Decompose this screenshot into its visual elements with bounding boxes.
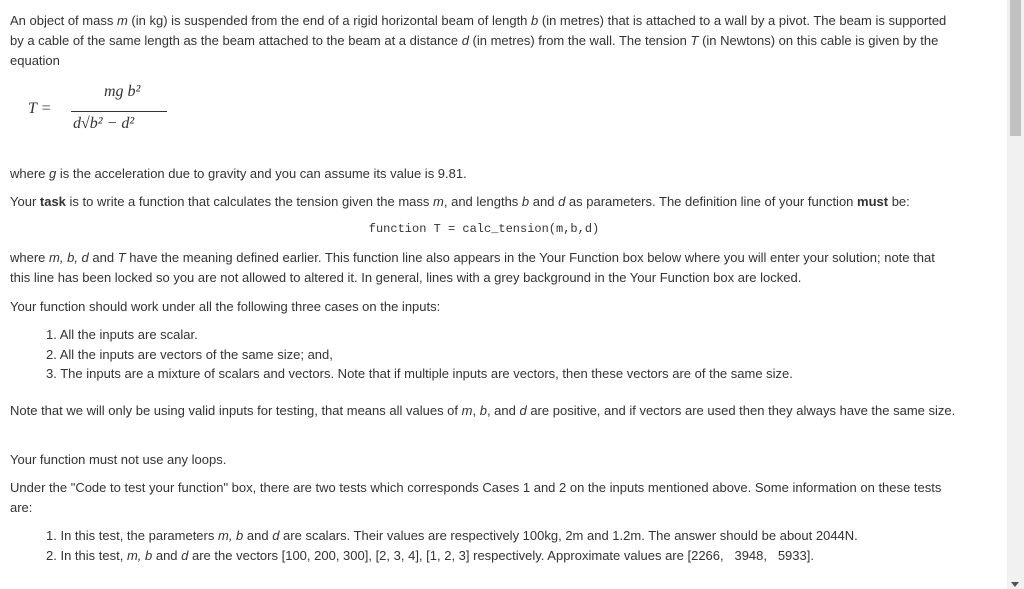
tests-intro-paragraph: Under the "Code to test your function" box, there are two tests which corresponds Cases 1 and 2 on the inputs mentioned above. Some information on these tests are: (10, 480, 942, 515)
var-g: g (49, 166, 57, 181)
task-text-4: and (529, 194, 559, 209)
list-item: 2. All the inputs are vectors of the same size; and, (46, 346, 333, 362)
equation-lhs: T = (28, 100, 52, 117)
list-item (46, 546, 994, 566)
test1-text-1: 1. In this test, the parameters (46, 528, 218, 543)
test1-text-3: are scalars. Their values are respectively 100kg, 2m and 1.2m. The answer should be about 2044N. (279, 528, 858, 543)
intro-text-4: (in metres) from the wall. The tension (468, 33, 691, 48)
var-d: d (272, 528, 280, 543)
function-definition-code: function T = calc_tension(m,b,d) (368, 222, 600, 236)
where-text-3: have the meaning defined earlier. This function line also appears in the Your Function box below where you will enter your solution; note that this line has been locked so you are not allowed to altered it. In general, lines with a grey background in the Your Function box are locked. (10, 250, 935, 285)
intro-paragraph (10, 11, 958, 71)
var-d: d (558, 194, 566, 209)
cases-intro: Your function should work under all the following three cases on the inputs: (10, 299, 441, 314)
loops-paragraph: Your function must not use any loops. (10, 452, 227, 467)
gravity-text-1: where (10, 166, 50, 181)
list-item: 1. All the inputs are scalar. (46, 327, 198, 342)
gravity-paragraph (10, 164, 467, 184)
intro-text-2: (in kg) is suspended from the end of a rigid horizontal beam of length (127, 13, 532, 28)
task-text-5: as parameters. The definition line of your function (565, 194, 858, 209)
var-T: T (117, 250, 126, 265)
tension-equation (28, 83, 178, 145)
task-text-3: , and lengths (443, 194, 522, 209)
list-item (46, 526, 994, 546)
cases-list (10, 325, 994, 384)
where-paragraph (10, 248, 958, 288)
note-text-4: are positive, and if vectors are used then they always have the same size. (526, 403, 956, 418)
var-list: m, b (217, 528, 244, 543)
where-text-2: and (88, 250, 118, 265)
var-b: b (521, 194, 530, 209)
scroll-down-arrow-icon[interactable] (1011, 582, 1019, 587)
fraction-bar (71, 111, 167, 112)
intro-text-3: (in metres) that is attached to a wall by a pivot. The beam is supported by a cable of the same length as the beam attached to the beam at a distance (10, 13, 947, 48)
list-item: 3. The inputs are a mixture of scalars and vectors. Note that if multiple inputs are vectors, then these vectors are of the same size. (46, 366, 793, 381)
var-list: m, b, d (49, 250, 89, 265)
vertical-scrollbar[interactable] (1007, 0, 1024, 589)
note-paragraph (10, 401, 958, 421)
note-text-3: , and (486, 403, 520, 418)
note-text-1: Note that we will only be using valid inputs for testing, that means all values of (10, 403, 462, 418)
var-d: d (181, 547, 189, 563)
var-m: m (461, 403, 473, 418)
var-list: m, b (126, 547, 153, 563)
equation-denominator: d√b² − d² (73, 115, 135, 132)
var-m: m (433, 194, 444, 209)
var-T: T (690, 33, 699, 48)
test2-text-1: 2. In this test, (46, 547, 127, 563)
task-paragraph (10, 192, 958, 212)
test1-text-2: and (243, 528, 273, 543)
equation-numerator: mg b² (104, 83, 141, 100)
task-text-6: be: (888, 194, 910, 209)
note-text-2: , (472, 403, 480, 418)
where-text-1: where (10, 250, 50, 265)
intro-text-5: (in Newtons) on this cable is given by the equation (10, 33, 939, 68)
tests-list (10, 526, 994, 565)
test2-text-2: and (152, 547, 182, 563)
var-d: d (519, 403, 527, 418)
gravity-text-2: is the acceleration due to gravity and you can assume its value is 9.81. (56, 166, 467, 181)
test2-text-3: are the vectors [100, 200, 300], [2, 3, 4], [1, 2, 3] respectively. Approximate values are [2266, 3948, 5933]. (188, 547, 814, 563)
var-d: d (461, 33, 469, 48)
task-text-2: is to write a function that calculates the tension given the mass (65, 194, 434, 209)
task-text-1: Your (10, 194, 40, 209)
task-bold-task: task (39, 194, 66, 209)
task-bold-must: must (857, 194, 889, 209)
scrollbar-thumb[interactable] (1010, 0, 1021, 136)
var-b: b (531, 13, 539, 28)
var-m: m (116, 13, 128, 28)
intro-text-1: An object of mass (10, 13, 117, 28)
var-b: b (479, 403, 487, 418)
